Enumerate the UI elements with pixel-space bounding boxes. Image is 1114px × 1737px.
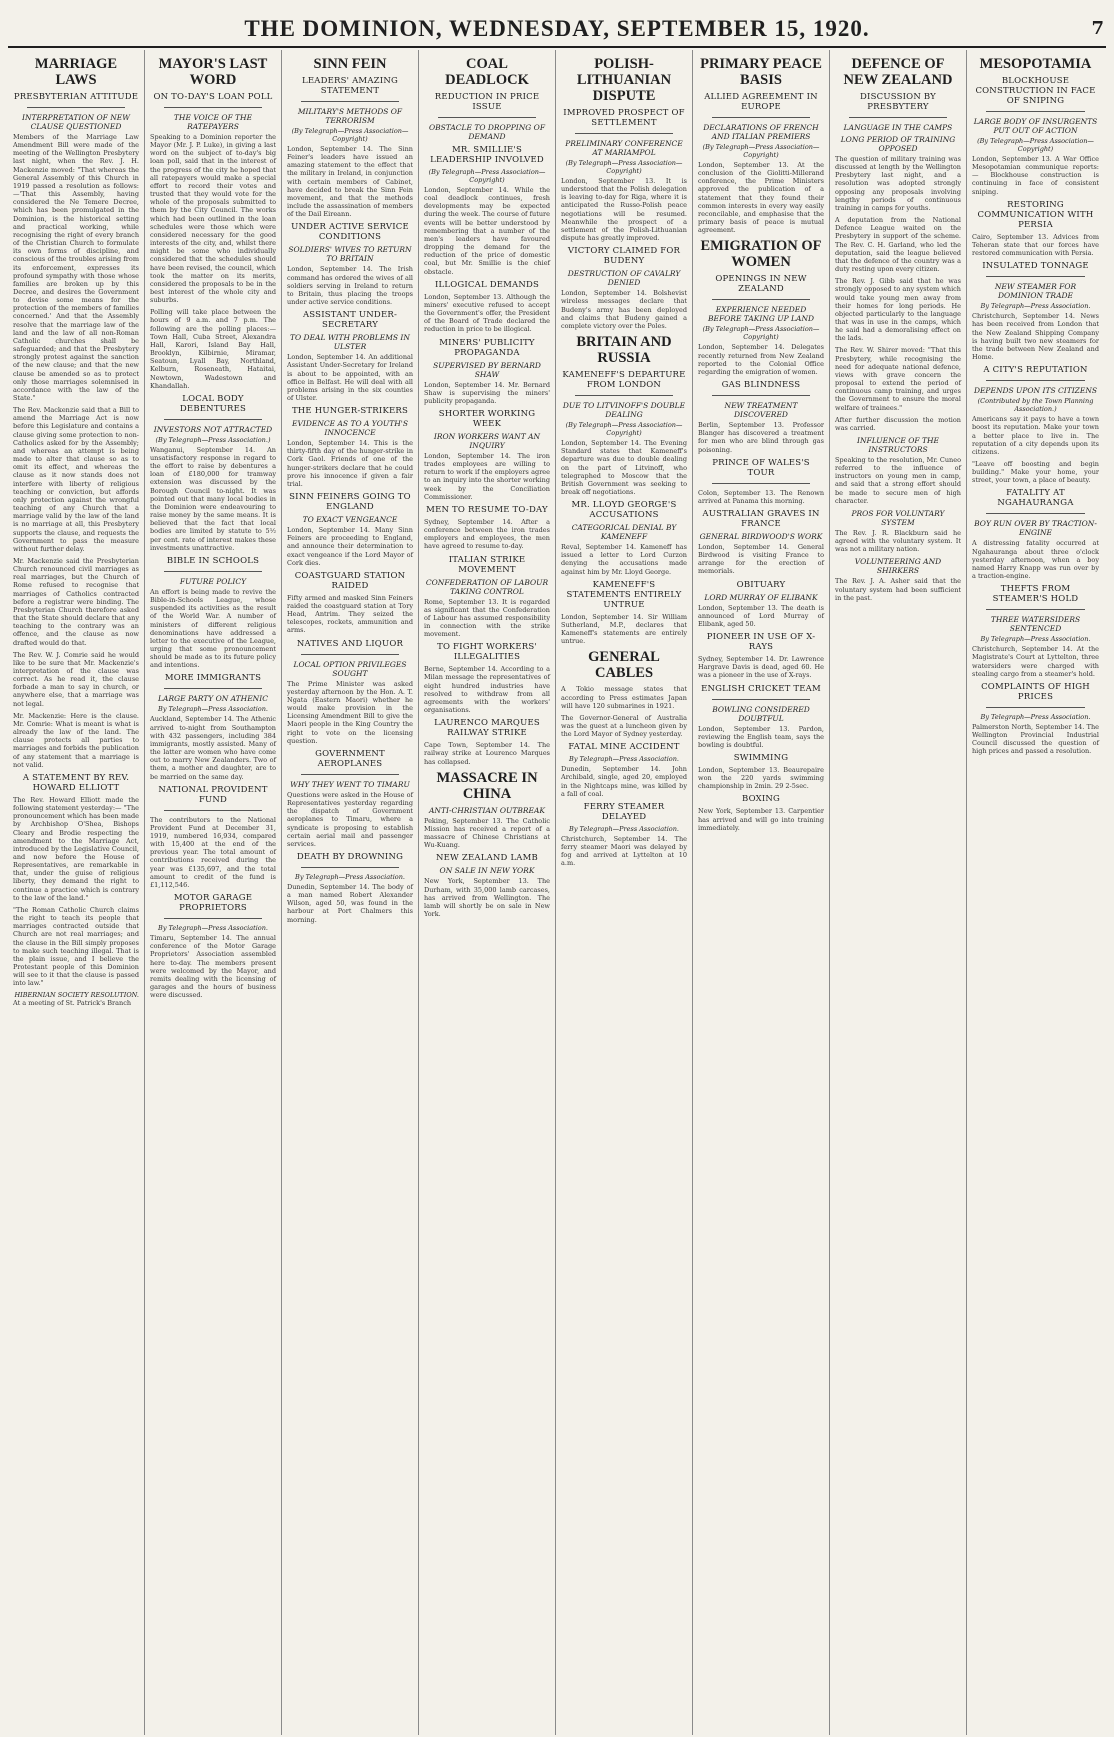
divider — [712, 117, 810, 118]
article-text: London, September 14. Delegates recently returned from New Zealand reported to the Colonial Office regarding the emigration of women. — [698, 343, 824, 376]
article-text: London, September 13. The death is announced of Lord Murray of Elibank, aged 50. — [698, 603, 824, 628]
subheadline: PIONEER IN USE OF X-RAYS — [706, 632, 816, 653]
article-text: Berne, September 14. According to a Milan message the representatives of eight hundred industries have resolved to withdraw from all agreements with the workers' organisations. — [424, 665, 550, 715]
divider — [164, 107, 262, 108]
section-heading: PRELIMINARY CONFERENCE AT MARIAMPOL — [565, 139, 683, 157]
section-heading: IRON WORKERS WANT AN INQUIRY — [433, 431, 541, 450]
headline: COAL DEADLOCK — [445, 56, 529, 88]
headline: SINN FEIN — [313, 56, 387, 72]
subheadline: FATALITY AT NGAHAURANGA — [997, 488, 1074, 509]
headline: POLISH-LITHUANIAN DISPUTE — [576, 56, 672, 104]
subheadline: MINERS' PUBLICITY PROPAGANDA — [439, 337, 535, 358]
subheadline: THE HUNGER-STRIKERS — [291, 406, 409, 417]
article-text: New York, September 13. The Durham, with 35,000 lamb carcases, has arrived from Wellington. The lamb will shortly be on sale in New York. — [424, 877, 550, 918]
headline: MAYOR'S LAST WORD — [158, 56, 268, 88]
article-text: London, September 14. Sir William Sutherland, M.P., declares that Kameneff's statements are entirely untrue. — [561, 612, 687, 646]
byline: (By Telegraph—Press Association—Copyright) — [565, 159, 683, 175]
section-heading: SUPERVISED BY BERNARD SHAW — [433, 360, 541, 379]
subheadline: MR. SMILLIE'S LEADERSHIP INVOLVED — [430, 145, 544, 165]
section-heading: LONG PERIOD OF TRAINING OPPOSED — [840, 135, 956, 153]
section-heading: MILITARY'S METHODS OF TERRORISM — [297, 107, 403, 125]
subheadline: ALLIED AGREEMENT IN EUROPE — [704, 92, 818, 112]
headline: DEFENCE OF NEW ZEALAND — [843, 56, 953, 88]
subheadline: AUSTRALIAN GRAVES IN FRANCE — [702, 508, 820, 529]
subheadline: OPENINGS IN NEW ZEALAND — [715, 274, 807, 295]
subheadline: DEATH BY DROWNING — [296, 851, 404, 862]
subheadline: GAS BLINDNESS — [721, 380, 801, 391]
divider — [712, 483, 810, 484]
subheadline: PRESBYTERIAN ATTITUDE — [13, 92, 139, 102]
section-heading: BOY RUN OVER BY TRACTION-ENGINE — [974, 519, 1097, 538]
divider — [849, 117, 947, 118]
subheadline: FATAL MINE ACCIDENT — [568, 742, 680, 753]
byline: (By Telegraph—Press Association.) — [155, 435, 271, 444]
section-heading: PROS FOR VOLUNTARY SYSTEM — [851, 508, 945, 527]
article-text: Dunedin, September 14. The body of a man named Robert Alexander Wilson, aged 50, was found in the harbour at Port Chalmers this morning. — [287, 882, 413, 924]
section-heading: INFLUENCE OF THE INSTRUCTORS — [856, 436, 939, 454]
article-text: Mr. Mackenzie: Here is the clause. Mr. Comrie: What is meant is what is already the law of the land. The clause protects all parties to marriages and forbids the publication of any statement that a marriage is not valid. — [13, 711, 139, 769]
article-text: Reval, September 14. Kameneff has issued a letter to Lord Curzon denying the accusations made against him by Mr. Lloyd George. — [561, 543, 687, 576]
divider — [164, 571, 262, 572]
subheadline: LAURENCO MARQUES RAILWAY STRIKE — [434, 718, 540, 739]
divider — [301, 101, 399, 102]
article-text: Questions were asked in the House of Representatives yesterday regarding the dispatch of Government aeroplanes to Timaru, where a syndicate is proposing to establish certain aerial mail and passenger services. — [287, 790, 413, 848]
column-5 — [556, 50, 693, 1735]
divider — [986, 609, 1085, 610]
article-text: Christchurch, September 14. At the Magistrate's Court at Lyttelton, three watersiders were charged with stealing cargo from a steamer's hold. — [972, 645, 1099, 678]
section-heading: TO DEAL WITH PROBLEMS IN ULSTER — [290, 333, 410, 352]
subheadline: MORE IMMIGRANTS — [164, 673, 262, 684]
article-text: Speaking to a Dominion reporter the Mayor (Mr. J. P. Luke), in giving a last word on the subject of to-day's big loan poll, said that in the interest of the progress of the city he hoped that all ratepayers would make a special effort to record their votes and trusted that they would vote for the whole of the proposals submitted to them by the City Council. The works which had been outlined in the loan schedules were those which were considered necessary for the good interests of the city, and, whilst there might be some who individually considered that the schedules should have been revised, the council, which took the matter on its merits, considered the proposals to be in the best interest of the whole city and suburbs. — [150, 133, 276, 305]
divider — [575, 133, 673, 134]
column-7 — [830, 50, 967, 1735]
article-text: An effort is being made to revive the Bible-in-Schools League, whose suspended its activities as the result of the World War. A number of ministers of different religious denominations have addressed a letter to the executive of the League, urging that some pronouncement should be made as to its future policy and intentions. — [150, 587, 276, 670]
article-text: Dunedin, September 14. John Archibald, single, aged 20, employed in the Nightcaps mine, was killed by a fall of coal. — [561, 765, 687, 798]
article-text: Cape Town, September 14. The railway strike at Lourenco Marques has collapsed. — [424, 741, 550, 766]
section-heading: GENERAL BIRDWOOD'S WORK — [699, 531, 823, 541]
section-heading: DEPENDS UPON ITS CITIZENS — [973, 386, 1098, 396]
headline: MESOPOTAMIA — [979, 56, 1092, 72]
section-heading: ANTI-CHRISTIAN OUTBREAK — [429, 805, 545, 815]
article-text: Sydney, September 14. After a conference between the iron trades employers and employees, the men have agreed to resume to-day. — [424, 517, 550, 551]
subheadline: FERRY STEAMER DELAYED — [583, 801, 665, 822]
section-heading: LARGE PARTY ON ATHENIC — [158, 694, 268, 704]
section-heading: INVESTORS NOT ATTRACTED — [153, 424, 273, 434]
article-text: Berlin, September 13. Professor Blanger has discovered a treatment for men who are blind through gas poisoning. — [698, 421, 824, 454]
divider — [575, 395, 673, 396]
subheadline: BOXING — [741, 794, 781, 805]
article-text: Peking, September 13. The Catholic Mission has received a report of a massacre of Chinese Christians at Wu-Kuang. — [424, 816, 550, 850]
subheadline: SHORTER WORKING WEEK — [438, 408, 536, 429]
divider — [27, 107, 125, 108]
divider — [164, 918, 262, 919]
article-text: London, September 14. Mr. Bernard Shaw is supervising the miners' publicity propaganda. — [424, 380, 550, 405]
column-8 — [967, 50, 1104, 1735]
headline: PRIMARY PEACE BASIS — [700, 56, 822, 88]
headline: MARRIAGE LAWS — [34, 56, 118, 88]
section-heading: DUE TO LITVINOFF'S DOUBLE DEALING — [562, 401, 686, 420]
article-text: The Rev. J. R. Blackburn said he agreed with the voluntary system. It was not a military nation. — [835, 528, 961, 554]
byline: By Telegraph—Press Association. — [980, 712, 1091, 721]
byline: (By Telegraph—Press Association—Copyright) — [291, 127, 409, 143]
section-heading: TO EXACT VENGEANCE — [302, 515, 398, 525]
section-heading: THE VOICE OF THE RATEPAYERS — [173, 113, 253, 131]
subheadline: COASTGUARD STATION RAIDED — [294, 570, 406, 591]
byline: (By Telegraph—Press Association—Copyright) — [565, 421, 683, 438]
article-text: The contributors to the National Provident Fund at December 31, 1919, numbered 16,934, compared with 15,400 at the end of the previous year. The total amount of contributions received during the year was £135,697, and the total amount to credit of the fund is £1,112,546. — [150, 815, 276, 889]
section-heading: DECLARATIONS OF FRENCH AND ITALIAN PREMIERS — [703, 123, 819, 141]
headline: EMIGRATION OF WOMEN — [700, 238, 822, 271]
newspaper-title: THE DOMINION, WEDNESDAY, SEPTEMBER 15, 1920. — [244, 16, 870, 41]
section-heading: SOLDIERS' WIVES TO RETURN TO BRITAIN — [288, 245, 412, 264]
article-text: London, September 14. Many Sinn Feiners are proceeding to England, and announce their determination to exact vengeance if the Lord Mayor of Cork dies. — [287, 526, 413, 567]
divider — [986, 111, 1085, 112]
column-3 — [282, 50, 419, 1735]
article-text: Cairo, September 13. Advices from Teheran state that our forces have restored communication with Persia. — [972, 232, 1099, 258]
article-text: "Leave off boosting and begin building." Make your home, your street, your town, a place of beauty. — [972, 459, 1099, 485]
section-heading: DESTRUCTION OF CAVALRY DENIED — [567, 269, 681, 288]
subheadline: GOVERNMENT AEROPLANES — [315, 748, 385, 769]
section-heading: CONFEDERATION OF LABOUR TAKING CONTROL — [425, 577, 549, 596]
subheadline: ITALIAN STRIKE MOVEMENT — [448, 554, 526, 575]
subheadline: DISCUSSION BY PRESBYTERY — [860, 92, 936, 112]
subheadline: TO FIGHT WORKERS' ILLEGALITIES — [437, 642, 537, 663]
divider — [712, 699, 810, 700]
divider — [986, 380, 1085, 381]
column-2 — [145, 50, 282, 1735]
subheadline: MOTOR GARAGE PROPRIETORS — [173, 893, 253, 914]
article-text: "The Roman Catholic Church claims the right to teach its people that marriages contracted outside that Church are not real marriages; and the clause in the Bill simply proposes to make such teaching illegal. That is the plain issue, and I believe the Protestant people of this Dominion will see to it that the clause is passed into law." — [13, 905, 139, 988]
column-6 — [693, 50, 830, 1735]
byline: By Telegraph—Press Association. — [980, 302, 1091, 311]
byline: By Telegraph—Press Association. — [569, 755, 679, 764]
subheadline: ENGLISH CRICKET TEAM — [701, 683, 821, 694]
article-text: The Prime Minister was asked yesterday afternoon by the Hon. A. T. Ngata (Eastern Maori) whether he would make provision in the Licensing Amendment Bill to give the Maori people in the King Country the right to vote on the licensing question. — [287, 679, 413, 745]
article-text: Wanganui, September 14. An unsatisfactory response in regard to the effort to raise by debentures a loan of £180,000 for tramway extension was discussed by the Borough Council to-night. It was pointed out that many local bodies in the Dominion were endeavouring to raise money by the same means. It is believed that the fact that local bodies are limited by statute to 5½ per cent. rate of interest makes these investments unattractive. — [150, 445, 276, 552]
subheadline: BIBLE IN SCHOOLS — [166, 555, 260, 566]
section-heading: THREE WATERSIDERS SENTENCED — [990, 615, 1081, 634]
divider — [164, 419, 262, 420]
byline: By Telegraph—Press Association. — [158, 924, 268, 933]
divider — [712, 299, 810, 300]
section-heading: LORD MURRAY OF ELIBANK — [704, 592, 818, 602]
article-text: London, September 13. Although the miners' executive refused to accept the Government's offer, the President of the Board of Trade declared the reduction in price to be illogical. — [424, 292, 550, 334]
byline: (By Telegraph—Press Association—Copyright) — [428, 168, 546, 184]
byline: By Telegraph—Press Association. — [569, 824, 679, 833]
article-text: London, September 13. Beaurepaire won the 220 yards swimming championship in 2min. 29 2-5sec. — [698, 766, 824, 791]
article-text: A distressing fatality occurred at Ngahauranga about three o'clock yesterday afternoon, when a boy named Harry Knapp was run over by a traction-engine. — [972, 539, 1099, 581]
section-heading: WHY THEY WENT TO TIMARU — [290, 779, 410, 789]
headline: GENERAL CABLES — [588, 649, 660, 682]
signoff-text: HIBERNIAN SOCIETY RESOLUTION. — [14, 991, 139, 1000]
article-text: Sydney, September 14. Dr. Lawrence Hargrave Davis is dead, aged 60. He was a pioneer in the use of X-rays. — [698, 655, 824, 680]
section-heading: INTERPRETATION OF NEW CLAUSE QUESTIONED — [22, 113, 130, 131]
article-text: London, September 14. Bolshevist wireless messages declare that Budeny's army has been deployed and claims that Budeny gained a complete victory over the Poles. — [561, 289, 687, 330]
byline: By Telegraph—Press Association. — [980, 635, 1091, 644]
section-heading: LOCAL OPTION PRIVILEGES SOUGHT — [293, 659, 407, 678]
subheadline: NEW ZEALAND LAMB — [436, 853, 538, 864]
subheadline: COMPLAINTS OF HIGH PRICES — [981, 681, 1090, 702]
article-text: The Rev. Howard Elliott made the following statement yesterday:— "The pronouncement which has been made by Archbishop O'Shea, Bishops Cleary and Brodie respecting the amendment to the Marriage Act, introduced by the Legislative Council, and now before the House of Representatives, are remarkable in that, under the guise of religious liberty, they demand the right to continue a practice which is contrary to the law of the land." — [13, 795, 139, 902]
article-text: The Rev. W. J. Comrie said he would like to be sure that Mr. Mackenzie's interpretation of the clause was correct. As he read it, the clause forbade a man to say in church, or anywhere else, that a marriage was not legal. — [13, 650, 139, 708]
article-text: London, September 13. At the conclusion of the Giolitti-Millerand conference, the Prime Ministers approved the publication of a statement that they found their common interests in every way easily reconcilable, and emphasise that the primary basis of peace is mutual agreement. — [698, 161, 824, 235]
article-text: London, September 13. Pardon, reviewing the English team, says the bowling is doubtful. — [698, 724, 824, 749]
subheadline: NATIVES AND LIQUOR — [296, 638, 404, 649]
article-text: The Rev. W. Shirer moved: "That this Presbytery, while recognising the need for adequate national defence, views with grave concern the proposal to extend the period of continuous camp training, and urges the Government to ensure the moral welfare of trainees." — [835, 346, 961, 412]
divider — [986, 276, 1085, 277]
subheadline: SWIMMING — [733, 753, 789, 763]
article-text: The Rev. J. Gibb said that he was strongly opposed to any system which would take young men away from their homes for long periods. He objected particularly to the language that was in use in the camps, which he said had a demoralising effect on the lads. — [835, 277, 961, 343]
subheadline: UNDER ACTIVE SERVICE CONDITIONS — [291, 222, 409, 243]
section-heading: LANGUAGE IN THE CAMPS — [843, 123, 953, 132]
divider — [301, 867, 399, 868]
section-heading: BOWLING CONSIDERED DOUBTFUL — [712, 704, 810, 723]
column-1 — [8, 50, 145, 1735]
article-text: At a meeting of St. Patrick's Branch — [13, 999, 132, 1008]
subheadline: A STATEMENT BY REV. HOWARD ELLIOTT — [22, 772, 130, 793]
subheadline: ILLOGICAL DEMANDS — [434, 279, 540, 290]
section-heading: VOLUNTEERING AND SHIRKERS — [854, 557, 942, 576]
section-heading: NEW TREATMENT DISCOVERED — [724, 401, 798, 420]
subheadline: OBITUARY — [736, 579, 786, 590]
subheadline: SINN FEINERS GOING TO ENGLAND — [289, 492, 411, 513]
byline: By Telegraph—Press Association. — [158, 705, 268, 714]
masthead — [8, 10, 1106, 48]
byline: (By Telegraph—Press Association—Copyright) — [977, 137, 1094, 153]
subheadline: BLOCKHOUSE CONSTRUCTION IN FACE OF SNIPING — [975, 76, 1096, 106]
article-text: Rome, September 13. It is regarded as significant that the Confederation of Labour has assumed responsibility in connection with the strike movement. — [424, 597, 550, 639]
article-text: New York, September 13. Carpentier has arrived and will go into training immediately. — [698, 807, 824, 832]
article-text: London, September 14. The Sinn Feiner's leaders have issued an amazing statement to the effect that the military in Ireland, in conjunction with certain members of Cabinet, have decided to break the Sinn Fein movement, and that the methods include the assassination of members of the Dail Eireann. — [287, 145, 413, 219]
subheadline: INSULATED TONNAGE — [982, 261, 1089, 272]
divider — [301, 774, 399, 775]
article-text: Timaru, September 14. The annual conference of the Motor Garage Proprietors' Association assembled here to-day. The members present were welcomed by the Mayor, and remits dealing with the licensing of garages and the hours of business were discussed. — [150, 934, 276, 1000]
section-heading: NEW STEAMER FOR DOMINION TRADE — [994, 282, 1077, 301]
section-heading: CATEGORICAL DENIAL BY KAMENEFF — [571, 523, 677, 542]
article-text: Polling will take place between the hours of 9 a.m. and 7 p.m. The following are the polling places:— Town Hall, Cuba Street, Alexandra Hall, Karori, Island Bay Hall, Brooklyn, Kilbirnie, Miramar, Seatoun, Lyall Bay, Northland, Kelburn, Roseneath, Hataitai, Newtown, Wadestown and Khandallah. — [150, 308, 276, 390]
section-heading: LARGE BODY OF INSURGENTS PUT OUT OF ACTION — [973, 117, 1098, 135]
subheadline: REDUCTION IN PRICE ISSUE — [434, 92, 540, 112]
article-text: Mr. Mackenzie said the Presbyterian Church renounced civil marriages as real marriages, but the Church of Rome refused to recognise that marriages of Catholics contracted before a registrar were binding. The Presbyterian Church therefore asked that the State should declare that any teaching to the contrary was an offence, and the clause as now drafted would do that. — [13, 556, 139, 647]
article-text: Members of the Marriage Law Amendment Bill were made of the meeting of the Wellington Presbytery last night, when the Rev. J. H. Mackenzie moved: "That whereas the General Assembly of this Church in 1919 passed a resolution as follows:—'That this Assembly, having considered the Ne Temere Decree, which has been promulgated in the Dominion, is the historical setting and practical working, while recognising the right of every branch of the Christian Church to formulate its own forms of discipline, and conscious of the troubles arising from its enforcement, expresses its profound sympathy with those whose families are broken up by this Decree, and desires the Government to devise some means for the protection of the members of families concerned.' And that the Assembly resolve that the marriage law of the land and the law of all non-Roman Catholic churches shall be safeguarded; and that the Presbytery strongly protest against the sanction of the new clause; and that the new clause be amended so as to protect only those marriages solemnised in accordance with the law of the State." — [13, 133, 139, 402]
headline: BRITAIN AND RUSSIA — [576, 334, 672, 367]
divider — [438, 117, 536, 118]
headline: MASSACRE IN CHINA — [436, 769, 538, 802]
article-text: London, September 14. This is the thirty-fifth day of the hunger-strike in Cork Gaol. Friends of one of the hunger-strikers declare that he could prove his innocence if given a fair trial. — [287, 439, 413, 488]
section-heading: ON SALE IN NEW YORK — [439, 866, 535, 876]
subheadline: LEADERS' AMAZING STATEMENT — [302, 76, 398, 96]
article-text: London, September 13. It is understood that the Polish delegation is leaving to-day for Riga, where it is anticipated the Russo-Polish peace negotiations will be resumed. Meanwhile the prospect of a settlement of the Polish-Lithuanian dispute has greatly improved. — [561, 177, 687, 243]
divider — [986, 707, 1085, 708]
article-text: London, September 14. General Birdwood is visiting France to arrange for the erection of memorials. — [698, 542, 824, 576]
article-text: Palmerston North, September 14. The Wellington Provincial Industrial Council discussed the question of high prices and passed a resolution. — [972, 722, 1099, 756]
article-text: London, September 13. A War Office Mesopotamian communique reports:— Blockhouse construction is continuing in face of consistent sniping. — [972, 155, 1099, 196]
section-heading: OBSTACLE TO DROPPING OF DEMAND — [428, 123, 546, 141]
byline: (By Telegraph—Press Association—Copyright) — [702, 325, 820, 342]
byline: (By Telegraph—Press Association—Copyright) — [702, 143, 820, 159]
subheadline: THEFTS FROM STEAMER'S HOLD — [992, 584, 1079, 605]
article-text: London, September 14. The iron trades employees are willing to return to work if the employers agree to an inquiry into the shorter working week by the Conciliation Commissioner. — [424, 451, 550, 501]
subheadline: ASSISTANT UNDER-SECRETARY — [302, 310, 398, 331]
article-text: London, September 14. While the coal deadlock continues, fresh developments may be expected during the week. The course of future events will be better understood by remembering that a number of the men's leaders have favoured dropping the demand for the reduction of the price of domestic coal, but Mr. Smillie is the chief obstacle. — [424, 186, 550, 276]
section-heading: EVIDENCE AS TO A YOUTH'S INNOCENCE — [292, 419, 408, 438]
article-text: Speaking to the resolution, Mr. Cuneo referred to the influence of instructors on young men in camp, and said that a strong effort should be made to secure men of high character. — [835, 456, 961, 505]
subheadline: LOCAL BODY DEBENTURES — [179, 393, 247, 414]
article-text: Americans say it pays to have a town boost its reputation. Make your town a better place to live in. The reputation of a city depends upon its citizens. — [972, 415, 1099, 456]
byline: By Telegraph—Press Association. — [295, 872, 405, 881]
column-4 — [419, 50, 556, 1735]
article-text: London, September 14. The Irish command has ordered the wives of all soldiers serving in Ireland to return to Britain, thus placing the troops under active service conditions. — [287, 265, 413, 307]
article-text: London, September 14. The Evening Standard states that Kameneff's departure was due to double dealing on the part of Litvinoff, who telegraphed to Moscow that the British Government was seeking to break off negotiations. — [561, 439, 687, 496]
article-text: After further discussion the motion was carried. — [835, 415, 961, 432]
divider — [164, 688, 262, 689]
article-text: Christchurch, September 14. News has been received from London that the New Zealand Shipping Company is having built two new steamers for the trade between New Zealand and Home. — [972, 312, 1099, 362]
article-text: London, September 14. An additional Assistant Under-Secretary for Ireland is about to be appointed, with an office in Belfast. He will deal with all problems arising in the six counties of Ulster. — [287, 353, 413, 402]
divider — [301, 654, 399, 655]
subheadline: KAMENEFF'S STATEMENTS ENTIRELY UNTRUE — [566, 579, 682, 610]
article-text: The question of military training was discussed at length by the Wellington Presbytery last night, and a resolution was adopted strongly opposing any proposals involving lengthy periods of continuous training in camps for youths. — [835, 155, 961, 212]
page-number: 7 — [1091, 18, 1104, 39]
divider — [986, 513, 1085, 514]
article-text: Colon, September 13. The Renown arrived at Panama this morning. — [698, 488, 824, 505]
byline: (Contributed by the Town Planning Association.) — [977, 397, 1094, 414]
subheadline: KAMENEFF'S DEPARTURE FROM LONDON — [562, 370, 686, 391]
article-text: The Rev. J. A. Asher said that the voluntary system had been sufficient in the past. — [835, 577, 961, 602]
article-text: A Tokio message states that according to Press estimates Japan will have 120 submarines in 1921. — [561, 685, 687, 710]
subheadline: MR. LLOYD GEORGE'S ACCUSATIONS — [571, 500, 677, 521]
article-text: A deputation from the National Defence League waited on the Presbytery in support of the scheme. The Rev. C. H. Garland, who led the deputation, said the league believed that the defence of the country was a duty resting upon every citizen. — [835, 216, 961, 274]
subheadline: PRINCE OF WALES'S TOUR — [712, 457, 810, 478]
subheadline: A CITY'S REPUTATION — [983, 365, 1088, 376]
subheadline: MEN TO RESUME TO-DAY — [426, 504, 548, 515]
subheadline: ON TO-DAY'S LOAN POLL — [153, 92, 273, 102]
divider — [712, 395, 810, 396]
article-text: Auckland, September 14. The Athenic arrived to-night from Southampton with 432 passengers, including 384 immigrants, mostly assisted. Many of the latter are women who have come out to marry New Zealanders. Two of them, a mother and daughter, are to be married on the same day. — [150, 715, 276, 781]
columns-container — [8, 50, 1106, 1735]
subheadline: IMPROVED PROSPECT OF SETTLEMENT — [563, 108, 685, 128]
section-heading: FUTURE POLICY — [179, 576, 247, 586]
subheadline: NATIONAL PROVIDENT FUND — [158, 784, 268, 805]
article-text: The Governor-General of Australia was the guest at a luncheon given by the Lord Mayor of Sydney yesterday. — [561, 713, 687, 739]
subheadline: RESTORING COMMUNICATION WITH PERSIA — [977, 199, 1094, 230]
article-text: The Rev. Mackenzie said that a Bill to amend the Marriage Act is now before this Legislature and contains a clause giving some protection to non-Catholics asked for by the Assembly; and whereas an attempt is being made to alter that clause so as to omit its effect, and whereas the clause as it now stands does not interfere with liberty of religious teaching or conviction, but affords only protection against the wrongful teaching of any Church that a marriage valid by the law of the land is no marriage at all, this Presbytery supports the clause, and requests the Government to pass the measure without further delay. — [13, 406, 139, 553]
article-text: Christchurch, September 14. The ferry steamer Maori was delayed by fog and arrived at Lyttelton at 10 a.m. — [561, 834, 687, 868]
subheadline: VICTORY CLAIMED FOR BUDENY — [567, 246, 681, 267]
section-heading: EXPERIENCE NEEDED BEFORE TAKING UP LAND — [707, 305, 815, 324]
article-text: Fifty armed and masked Sinn Feiners raided the coastguard station at Tory Head, Antrim. They seized the telescopes, rockets, ammunition and arms. — [287, 593, 413, 635]
divider — [164, 810, 262, 811]
